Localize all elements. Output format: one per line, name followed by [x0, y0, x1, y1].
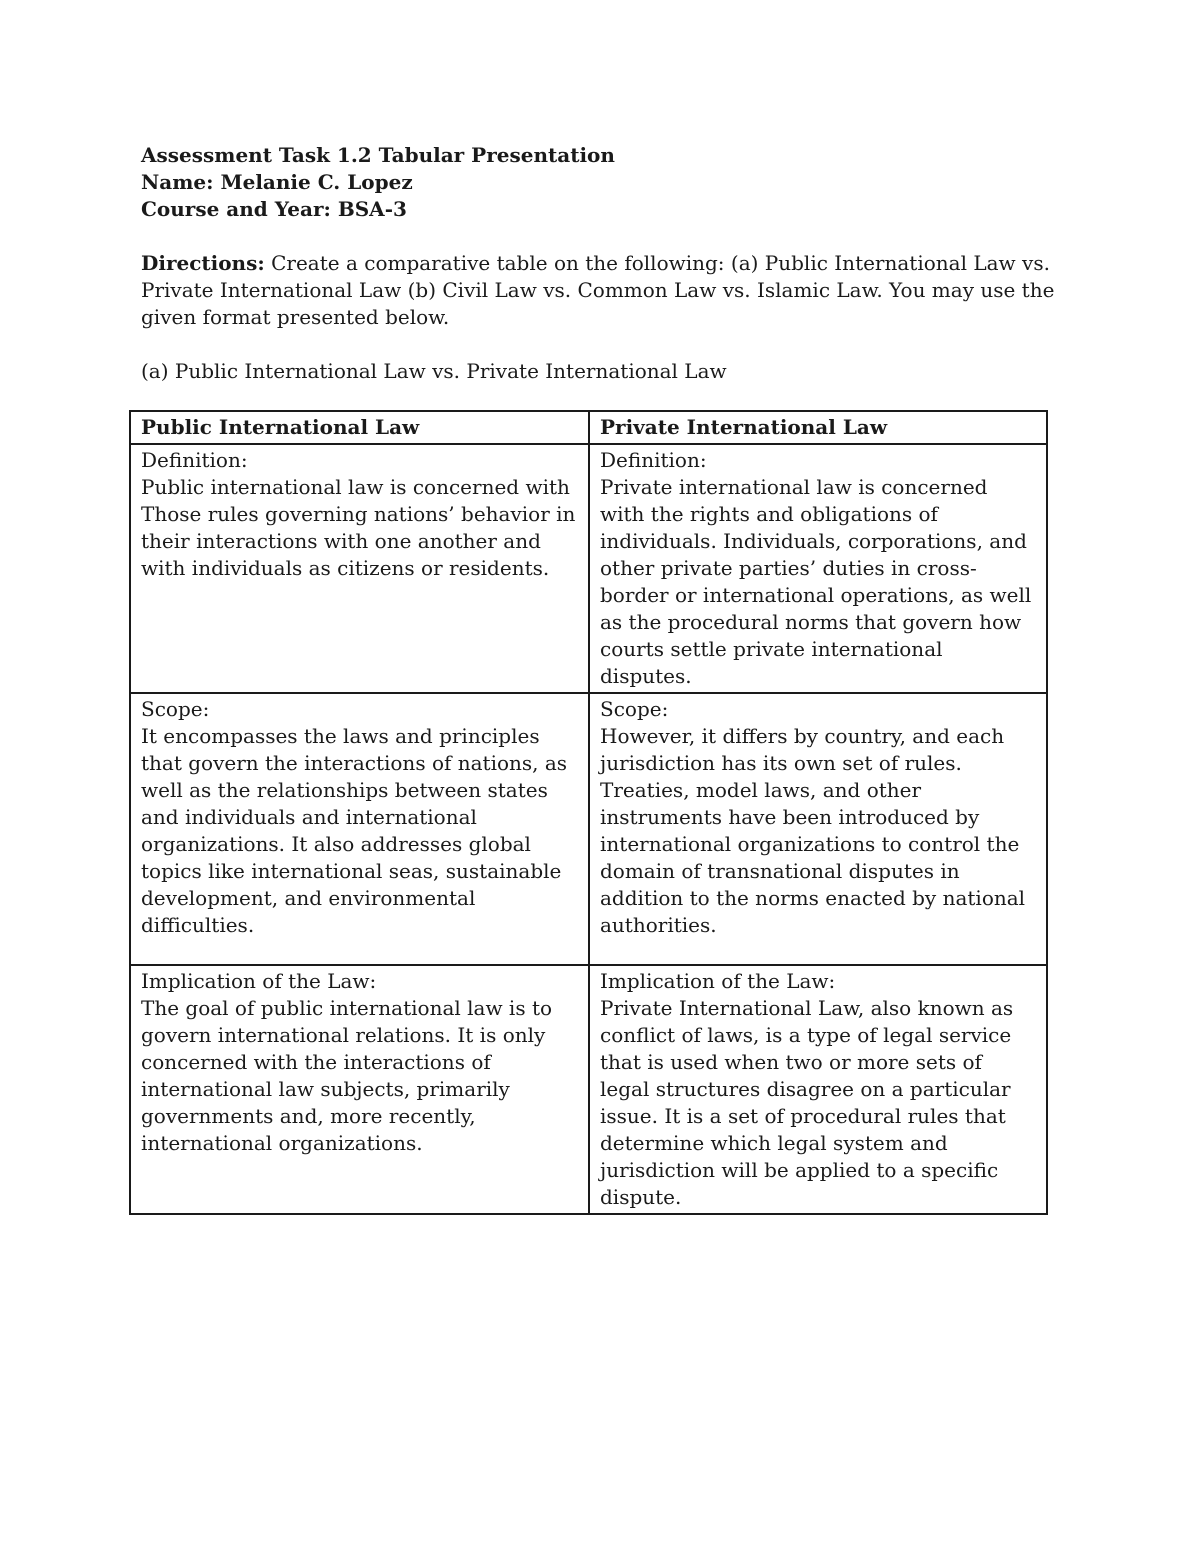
cell-label: Implication of the Law:: [141, 969, 377, 993]
cell-text: Private international law is concerned with the rights and obligations of individuals. Individuals, corporations, and other private parties’ duties in cross-border or international operations, as well as the procedural norms that govern how courts settle private international disputes.: [600, 475, 1032, 688]
cell-label: Definition:: [141, 448, 248, 472]
student-name: Name: Melanie C. Lopez: [141, 170, 413, 194]
header-private-international-law: Private International Law: [589, 411, 1047, 444]
cell-label: Implication of the Law:: [600, 969, 836, 993]
cell-text: Private International Law, also known as conflict of laws, is a type of legal service that is used when two or more sets of legal structures disagree on a particular issue. It is a set of procedural rules that determine which legal system and jurisdiction will be applied to a specific dispute.: [600, 996, 1014, 1209]
public-scope-cell: [130, 693, 589, 965]
directions-paragraph: [141, 250, 1061, 331]
table-row-definition: [130, 444, 1047, 693]
section-a-label: (a) Public International Law vs. Private International Law: [141, 359, 727, 383]
cell-text: It encompasses the laws and principles that govern the interactions of nations, as well as the relationships between states and individuals and international organizations. It also addresses global topics like international seas, sustainable development, and environmental difficulties.: [141, 724, 568, 937]
private-definition-cell: [589, 444, 1047, 693]
cell-label: Scope:: [141, 697, 210, 721]
cell-text: The goal of public international law is to govern international relations. It is only concerned with the interactions of international law subjects, primarily governments and, more recently, international organizations.: [141, 996, 553, 1155]
private-implication-cell: [589, 965, 1047, 1214]
directions-text: Create a comparative table on the following: (a) Public International Law vs. Private International Law (b) Civil Law vs. Common Law vs. Islamic Law. You may use the given format presented below.: [141, 251, 1055, 329]
cell-label: Definition:: [600, 448, 707, 472]
header-public-international-law: Public International Law: [130, 411, 589, 444]
document-page: [141, 142, 1061, 385]
cell-label: Scope:: [600, 697, 669, 721]
cell-text: However, it differs by country, and each jurisdiction has its own set of rules. Treaties, model laws, and other instruments have been introduced by international organizations to control the domain of transnational disputes in addition to the norms enacted by national authorities.: [600, 724, 1026, 937]
table-row-implication: [130, 965, 1047, 1214]
document-title: Assessment Task 1.2 Tabular Presentation: [141, 143, 615, 167]
private-scope-cell: [589, 693, 1047, 965]
table-row-scope: [130, 693, 1047, 965]
comparison-table: [129, 410, 1048, 1215]
table-header-row: [130, 411, 1047, 444]
directions-label: Directions:: [141, 251, 265, 275]
public-implication-cell: [130, 965, 589, 1214]
public-definition-cell: [130, 444, 589, 693]
course-and-year: Course and Year: BSA-3: [141, 197, 407, 221]
cell-text: Public international law is concerned with Those rules governing nations’ behavior in their interactions with one another and with individuals as citizens or residents.: [141, 475, 576, 580]
